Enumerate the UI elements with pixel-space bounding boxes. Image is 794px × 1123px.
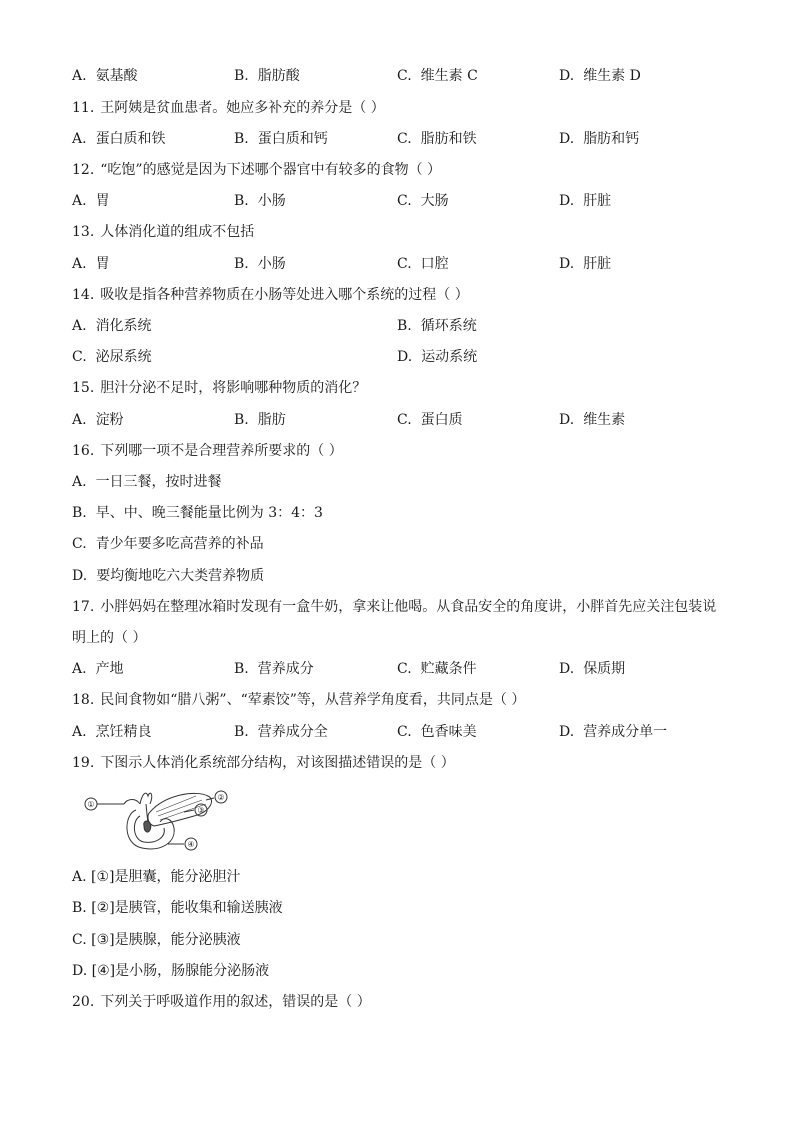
option-d: D. 保质期	[559, 661, 626, 677]
option-c: C. 蛋白质	[397, 412, 463, 428]
option-b: B. 脂肪	[234, 412, 286, 428]
question-11: 11. 王阿姨是贫血患者。她应多补充的养分是（ ）	[72, 100, 385, 116]
q11-options	[72, 129, 722, 149]
q19-option-d: D. [④]是小肠，肠腺能分泌肠液	[72, 963, 270, 979]
option-a: A. 产地	[72, 661, 124, 677]
option-b: B. 循环系统	[397, 318, 477, 334]
label-2-leader	[206, 798, 214, 800]
option-a: A. 氨基酸	[72, 68, 138, 84]
label-3: ③	[197, 806, 205, 815]
option-c: C. 泌尿系统	[72, 349, 152, 365]
option-a: A. 蛋白质和铁	[72, 131, 166, 147]
q16-option-d: D. 要均衡地吃六大类营养物质	[72, 568, 265, 584]
option-a: A. 烹饪精良	[72, 724, 152, 740]
option-c: C. 口腔	[397, 256, 449, 272]
label-1: ①	[87, 800, 95, 809]
option-b: B. 营养成分	[234, 661, 314, 677]
bile-duct-loop	[124, 800, 140, 805]
option-d: D. 脂肪和钙	[559, 131, 640, 147]
option-d: D. 营养成分单一	[559, 724, 668, 740]
option-b: B. 营养成分全	[234, 724, 328, 740]
q14-options-row2	[72, 347, 722, 367]
option-b: B. 蛋白质和钙	[234, 131, 328, 147]
q19-option-b: B. [②]是胰管，能收集和输送胰液	[72, 900, 283, 916]
option-d: D. 肝脏	[559, 193, 612, 209]
question-13: 13. 人体消化道的组成不包括	[72, 224, 255, 240]
option-a: A. 胃	[72, 193, 110, 209]
option-c: C. 色香味美	[397, 724, 477, 740]
question-19: 19. 下图示人体消化系统部分结构，对该图描述错误的是（ ）	[72, 755, 455, 771]
q16-option-c: C. 青少年要多吃高营养的补品	[72, 536, 264, 552]
gallbladder	[140, 793, 152, 804]
option-a: A. 胃	[72, 256, 110, 272]
label-2: ②	[217, 793, 225, 802]
option-b: B. 小肠	[234, 193, 286, 209]
q19-option-a: A. [①]是胆囊，能分泌胆汁	[72, 869, 241, 885]
q16-option-a: A. 一日三餐，按时进餐	[72, 474, 222, 490]
question-17-line2: 明上的（ ）	[72, 630, 147, 646]
option-c: C. 脂肪和铁	[397, 131, 477, 147]
digestive-system-diagram	[84, 786, 234, 856]
question-16: 16. 下列哪一项不是合理营养所要求的（ ）	[72, 443, 343, 459]
question-14: 14. 吸收是指各种营养物质在小肠等处进入哪个系统的过程（ ）	[72, 287, 469, 303]
pancreatic-duct-opening	[144, 821, 151, 832]
q17-options	[72, 659, 722, 679]
q15-options	[72, 410, 722, 430]
q12-options	[72, 191, 722, 211]
option-b: B. 小肠	[234, 256, 286, 272]
option-a: A. 淀粉	[72, 412, 124, 428]
question-12: 12. “吃饱”的感觉是因为下述哪个器官中有较多的食物（ ）	[72, 162, 442, 178]
option-c: C. 大肠	[397, 193, 449, 209]
option-a: A. 消化系统	[72, 318, 152, 334]
option-b: B. 脂肪酸	[234, 68, 300, 84]
question-15: 15. 胆汁分泌不足时，将影响哪种物质的消化？	[72, 380, 367, 396]
q10-options	[72, 66, 722, 86]
option-d: D. 运动系统	[397, 349, 478, 365]
question-17-line1: 17. 小胖妈妈在整理冰箱时发现有一盒牛奶，拿来让他喝。从食品安全的角度讲，小胖首先应关注包装说	[72, 599, 717, 615]
question-20: 20. 下列关于呼吸道作用的叙述，错误的是（ ）	[72, 994, 371, 1010]
option-c: C. 贮藏条件	[397, 661, 477, 677]
option-d: D. 肝脏	[559, 256, 612, 272]
q13-options	[72, 254, 722, 274]
option-d: D. 维生素	[559, 412, 626, 428]
question-18: 18. 民间食物如“腊八粥”、“荤素饺”等，从营养学角度看，共同点是（ ）	[72, 692, 526, 708]
option-c: C. 维生素 C	[397, 68, 478, 84]
q19-option-c: C. [③]是胰腺，能分泌胰液	[72, 932, 241, 948]
q16-option-b: B. 早、中、晚三餐能量比例为 3：4：3	[72, 505, 323, 521]
label-4: ④	[187, 840, 195, 849]
q18-options	[72, 722, 722, 742]
option-d: D. 维生素 D	[559, 68, 641, 84]
q14-options-row1	[72, 316, 722, 336]
